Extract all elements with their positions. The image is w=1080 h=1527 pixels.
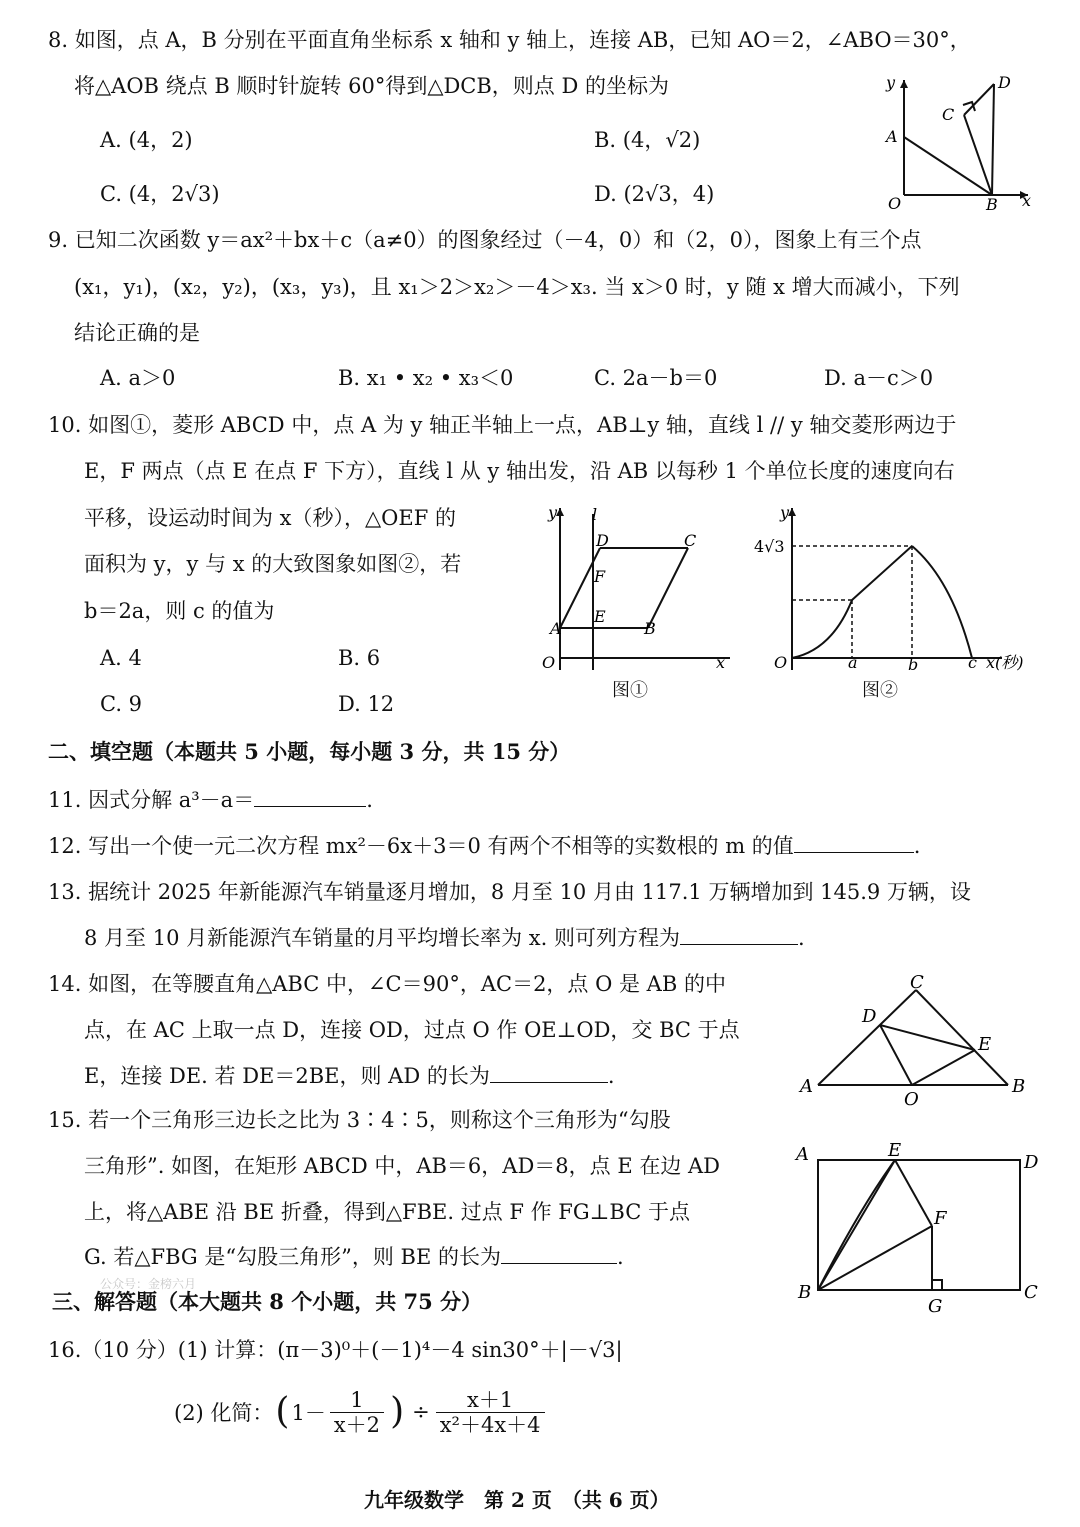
- q15-figure: [790, 1138, 1050, 1322]
- q15-fig-label-b: B: [798, 1282, 812, 1303]
- q10-line1: 10. 如图①，菱形 ABCD 中，点 A 为 y 轴正半轴上一点，AB⊥y 轴，直线 l // y 轴交菱形两边于: [48, 413, 957, 437]
- q10-fig1-label-b: B: [644, 619, 656, 638]
- q8-fig-label-b: B: [986, 195, 998, 210]
- q16-fraction-1-numerator: 1: [350, 1387, 364, 1412]
- q14-line3-text: E，连接 DE. 若 DE＝2BE，则 AD 的长为: [84, 1064, 490, 1088]
- q8-option-b: B. (4，√2): [594, 128, 701, 152]
- q11-text: 11. 因式分解 a³－a＝: [48, 788, 255, 812]
- q14-line3: [84, 1062, 615, 1090]
- q10-fig2-label-peak: 4√3: [754, 537, 785, 556]
- q10-figure-2: [752, 500, 1042, 679]
- q10-fig2-label-y: y: [780, 503, 790, 522]
- q15-fig-label-d: D: [1024, 1152, 1039, 1173]
- q9-option-d: D. a－c＞0: [824, 366, 934, 390]
- q8-fig-label-x: x: [1022, 191, 1032, 210]
- q16-fraction-2-numerator: x＋1: [467, 1387, 514, 1412]
- q15-line3: 上，将△ABE 沿 BE 折叠，得到△FBE. 过点 F 作 FG⊥BC 于点: [84, 1200, 690, 1224]
- watermark: 公众号：金榜六月: [100, 1277, 197, 1291]
- q11-answer-blank[interactable]: [254, 786, 366, 807]
- q10-fig1-label-f: F: [594, 567, 606, 586]
- q15-line2: 三角形”. 如图，在矩形 ABCD 中，AB＝6，AD＝8，点 E 在边 AD: [84, 1154, 721, 1178]
- q15-fig-label-f: F: [934, 1208, 947, 1229]
- q9-line1: 9. 已知二次函数 y＝ax²＋bx＋c（a≠0）的图象经过（－4，0）和（2，0），图象上有三个点: [48, 228, 922, 252]
- q10-option-a: A. 4: [100, 646, 142, 670]
- q16-fraction-1-denominator: x＋2: [330, 1412, 384, 1437]
- q10-line5: b＝2a，则 c 的值为: [84, 599, 275, 623]
- q10-option-d: D. 12: [338, 692, 395, 716]
- q8-fig-label-a: A: [886, 127, 898, 146]
- q13-line1: 13. 据统计 2025 年新能源汽车销量逐月增加，8 月至 10 月由 117.1 万辆增加到 145.9 万辆，设: [48, 880, 971, 904]
- q16-part2: [174, 1382, 545, 1442]
- q15-fig-label-e: E: [888, 1140, 902, 1161]
- q13-line2: [84, 924, 805, 952]
- q16-part1: 16.（10 分）(1) 计算：(π－3)⁰＋(－1)⁴－4 sin30°＋|－√3|: [48, 1338, 623, 1362]
- q10-fig1-label-l: l: [592, 505, 598, 524]
- q13-line2-text: 8 月至 10 月新能源汽车销量的月平均增长率为 x. 则可列方程为: [84, 926, 680, 950]
- q13-end: .: [797, 926, 805, 950]
- q10-fig2-label-c: c: [968, 653, 977, 672]
- q14-fig-label-d: D: [862, 1006, 877, 1027]
- q8-option-a: A. (4，2): [100, 128, 193, 152]
- q15-end: .: [616, 1245, 624, 1269]
- page-footer: 九年级数学 第 2 页 （共 6 页）: [364, 1488, 670, 1512]
- q16-part2-label: (2) 化简：: [174, 1401, 274, 1425]
- q14-answer-blank[interactable]: [490, 1062, 608, 1083]
- q14-figure: [790, 970, 1040, 1114]
- q10-option-c: C. 9: [100, 692, 143, 716]
- q12-answer-blank[interactable]: [794, 832, 914, 853]
- q9-option-c: C. 2a－b＝0: [594, 366, 718, 390]
- q10-option-b: B. 6: [338, 646, 381, 670]
- q12-end: .: [913, 834, 921, 858]
- q12-text: 12. 写出一个使一元二次方程 mx²－6x＋3＝0 有两个不相等的实数根的 m 的值: [48, 834, 794, 858]
- q8-fig-label-o: O: [888, 194, 902, 210]
- q10-fig1-label-a: A: [550, 619, 562, 638]
- q10-figure-1-caption: 图①: [612, 680, 648, 701]
- q8-option-d: D. (2√3，4): [594, 182, 715, 206]
- q15-fig-label-a: A: [796, 1144, 809, 1165]
- q10-line4: 面积为 y，y 与 x 的大致图象如图②，若: [84, 552, 462, 576]
- q10-fig1-label-y: y: [548, 503, 558, 522]
- q10-fig2-label-a: a: [848, 653, 858, 672]
- q16-fraction-2: [436, 1388, 545, 1437]
- q9-option-a: A. a＞0: [100, 366, 176, 390]
- q15-answer-blank[interactable]: [501, 1243, 617, 1264]
- q15-line4: [84, 1243, 624, 1271]
- q8-figure: [880, 70, 1040, 214]
- q10-fig1-label-c: C: [684, 531, 697, 550]
- q14-line2: 点，在 AC 上取一点 D，连接 OD，过点 O 作 OE⊥OD，交 BC 于点: [84, 1018, 740, 1042]
- q10-line2: E，F 两点（点 E 在点 F 下方），直线 l 从 y 轴出发，沿 AB 以每秒 1 个单位长度的速度向右: [84, 459, 955, 483]
- q14-fig-label-e: E: [978, 1034, 992, 1055]
- q14-fig-label-a: A: [800, 1076, 813, 1097]
- q9-option-b: B. x₁ • x₂ • x₃＜0: [338, 366, 514, 390]
- q10-fig2-label-x: x(秒): [986, 653, 1024, 672]
- q11-end: .: [366, 788, 373, 812]
- q10-figure-1: [530, 500, 740, 679]
- q10-fig2-label-b: b: [908, 655, 919, 674]
- q15-line1: 15. 若一个三角形三边长之比为 3∶4∶5，则称这个三角形为“勾股: [48, 1108, 671, 1132]
- q8-fig-label-c: C: [942, 105, 955, 124]
- q8-line1: 8. 如图，点 A，B 分别在平面直角坐标系 x 轴和 y 轴上，连接 AB，已知 AO＝2，∠ABO＝30°，: [48, 28, 971, 52]
- q13-answer-blank[interactable]: [680, 924, 798, 945]
- q15-fig-label-g: G: [928, 1296, 943, 1317]
- q14-fig-label-o: O: [904, 1089, 919, 1110]
- q12: [48, 832, 920, 860]
- q14-fig-label-c: C: [910, 972, 924, 993]
- q10-fig1-label-o: O: [542, 653, 556, 672]
- q9-line2: (x₁，y₁)，(x₂，y₂)，(x₃，y₃)，且 x₁＞2＞x₂＞－4＞x₃. 当 x＞0 时，y 随 x 增大而减小，下列: [74, 275, 960, 299]
- q10-fig2-label-o: O: [774, 653, 788, 672]
- q8-fig-label-d: D: [998, 73, 1011, 92]
- q15-line4-text: G. 若△FBG 是“勾股三角形”，则 BE 的长为: [84, 1245, 501, 1269]
- section-2-heading: 二、填空题（本题共 5 小题，每小题 3 分，共 15 分）: [48, 739, 571, 764]
- close-paren-icon: ): [390, 1391, 405, 1432]
- q14-end: .: [607, 1064, 615, 1088]
- q16-part2-left: 1－: [291, 1401, 326, 1425]
- q10-line3: 平移，设运动时间为 x（秒），△OEF 的: [84, 506, 456, 530]
- q10-fig1-label-e: E: [594, 607, 606, 626]
- open-paren-icon: (: [275, 1391, 290, 1432]
- q8-line2: 将△AOB 绕点 B 顺时针旋转 60°得到△DCB，则点 D 的坐标为: [74, 74, 669, 98]
- q8-option-c: C. (4，2√3): [100, 182, 220, 206]
- q10-fig1-label-x: x: [716, 653, 726, 672]
- q14-fig-label-b: B: [1012, 1076, 1026, 1097]
- q15-fig-label-c: C: [1024, 1282, 1038, 1303]
- q9-line3: 结论正确的是: [74, 321, 200, 345]
- q10-figure-2-caption: 图②: [862, 680, 898, 701]
- section-3-heading: 三、解答题（本大题共 8 个小题，共 75 分）: [52, 1289, 483, 1314]
- q14-line1: 14. 如图，在等腰直角△ABC 中，∠C＝90°，AC＝2，点 O 是 AB 的中: [48, 972, 726, 996]
- q16-fraction-1: [330, 1388, 384, 1437]
- q16-divide-sign: ÷: [412, 1400, 430, 1424]
- q8-fig-label-y: y: [886, 73, 896, 92]
- q16-fraction-2-denominator: x²＋4x＋4: [436, 1412, 545, 1437]
- q11: [48, 786, 373, 814]
- q10-fig1-label-d: D: [596, 531, 609, 550]
